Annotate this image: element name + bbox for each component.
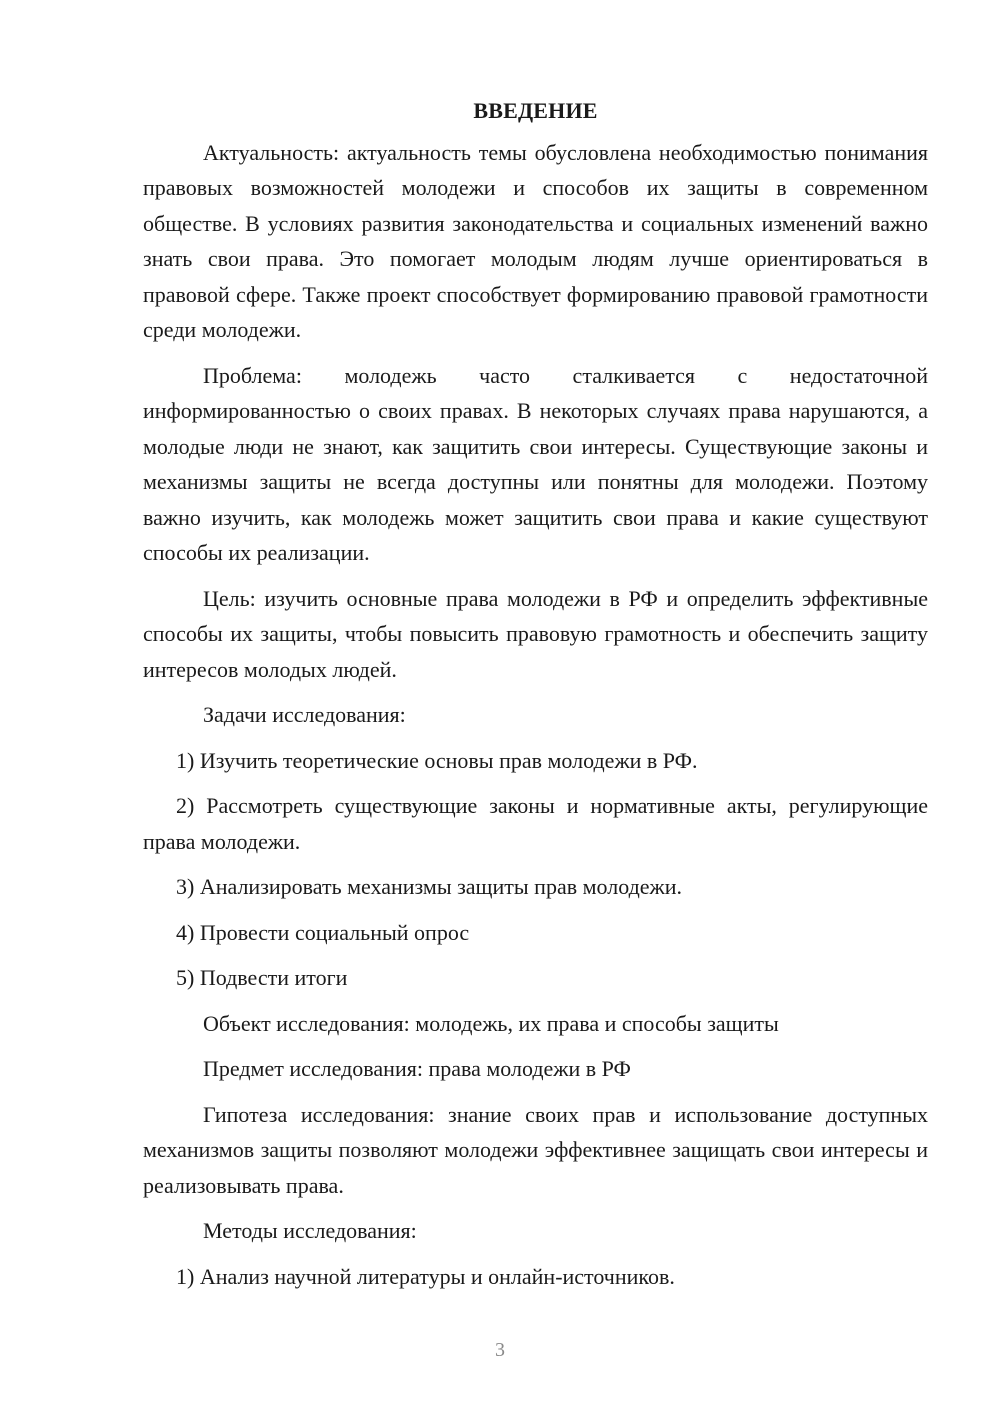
task-item-2: 2) Рассмотреть существующие законы и нормативные акты, регулирующие права молодежи. <box>143 793 928 854</box>
task-item-1: 1) Изучить теоретические основы прав молодежи в РФ. <box>176 747 698 773</box>
research-object: Объект исследования: молодежь, их права и способы защиты <box>203 1010 779 1036</box>
research-subject: Предмет исследования: права молодежи в РФ <box>203 1056 631 1081</box>
paragraph-goal: Цель: изучить основные права молодежи в РФ и определить эффективные способы их защиты, чтобы повысить правовую грамотность и обеспечить защиту интересов молодых людей. <box>143 585 928 682</box>
paragraph-relevance: Актуальность: актуальность темы обусловлена необходимостью понимания правовых возможностей молодежи и способов их защиты в современном обществе. В условиях развития законодательства и социальных изменений важно знать свои права. Это помогает молодым людям лучше ориентироваться в правовой сфере. Также проект способствует формированию правовой грамотности среди молодежи. <box>143 139 928 342</box>
section-heading: ВВЕДЕНИЕ <box>473 98 598 123</box>
task-item-4: 4) Провести социальный опрос <box>176 919 470 945</box>
method-item-1: 1) Анализ научной литературы и онлайн-источников. <box>176 1263 675 1289</box>
task-item-3: 3) Анализировать механизмы защиты прав молодежи. <box>176 874 682 899</box>
paragraph-problem: Проблема: молодежь часто сталкивается с недостаточной информированностью о своих правах. В некоторых случаях права нарушаются, а молодые люди не знают, как защитить свои интересы. Существующие законы и механизмы защиты не всегда доступны или понятны для молодежи. Поэтому важно изучить, как молодежь может защитить свои права и какие существуют способы их реализации. <box>143 362 928 565</box>
methods-title: Методы исследования: <box>203 1218 417 1243</box>
task-item-5: 5) Подвести итоги <box>176 965 348 990</box>
page-number: 3 <box>495 1339 505 1361</box>
research-hypothesis: Гипотеза исследования: знание своих прав и использование доступных механизмов защиты позволяют молодежи эффективнее защищать свои интересы и реализовывать права. <box>143 1101 928 1198</box>
page-content <box>143 93 928 1304</box>
tasks-title: Задачи исследования: <box>203 702 406 727</box>
